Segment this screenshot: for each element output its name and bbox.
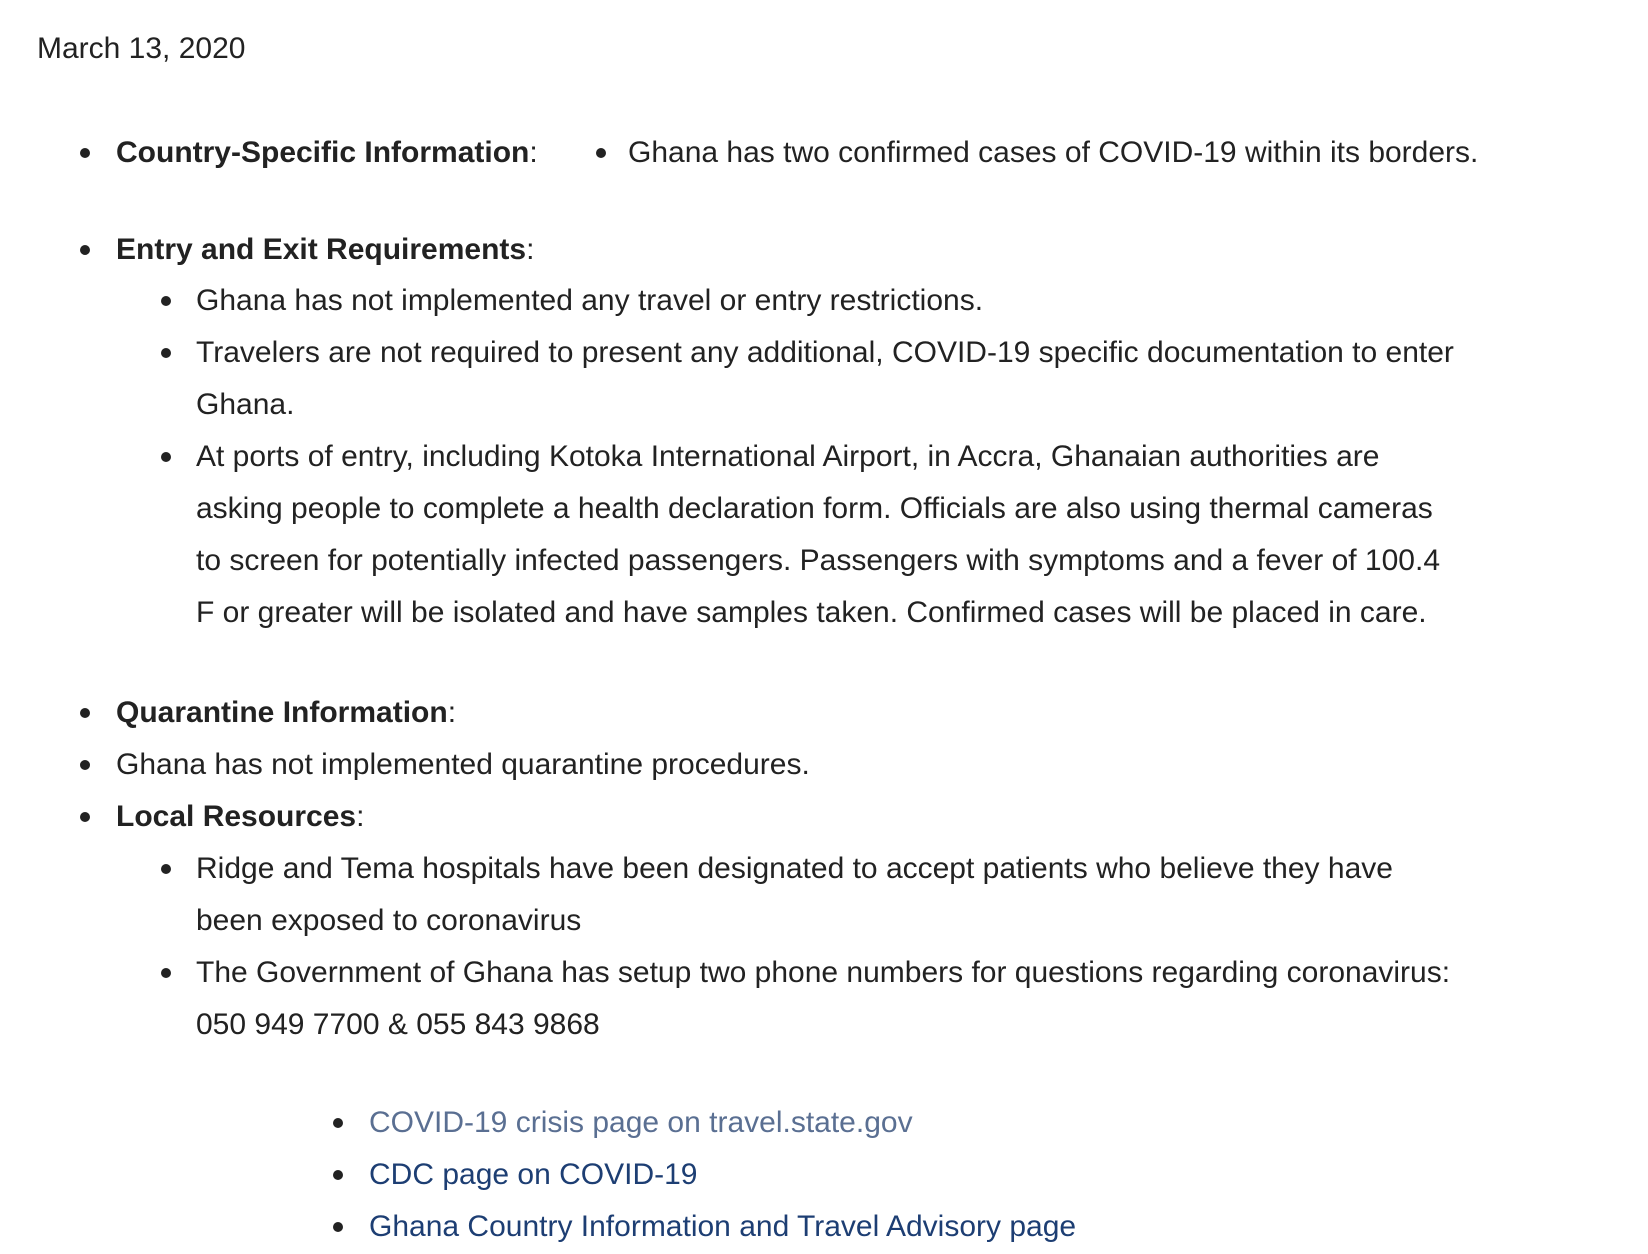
quarantine-item: Ghana has not implemented quarantine procedures.: [116, 748, 810, 781]
phone-numbers: 050 949 7700 & 055 843 9868: [196, 1008, 600, 1041]
entry-item-continuation: F or greater will be isolated and have samples taken. Confirmed cases will be placed in care.: [196, 596, 1427, 629]
local-heading: Local Resources: [116, 800, 357, 833]
quarantine-heading: Quarantine Information: [116, 696, 448, 729]
entry-item-continuation: asking people to complete a health declaration form. Officials are also using thermal cameras: [196, 492, 1433, 525]
bullet-icon: [161, 348, 171, 358]
country-item: Ghana has two confirmed cases of COVID-19 within its borders.: [628, 136, 1479, 169]
bullet-icon: [161, 452, 171, 462]
local-item-continuation: been exposed to coronavirus: [196, 904, 582, 937]
entry-item-continuation: to screen for potentially infected passengers. Passengers with symptoms and a fever of 100.4: [196, 544, 1441, 577]
bullet-icon: [80, 245, 90, 255]
bullet-icon: [333, 1170, 343, 1180]
local-heading-line: [116, 790, 364, 843]
bullet-icon: [80, 812, 90, 822]
bullet-icon: [161, 296, 171, 306]
entry-item: At ports of entry, including Kotoka International Airport, in Accra, Ghanaian authorities are: [196, 440, 1380, 473]
entry-item-continuation: Ghana.: [196, 388, 295, 421]
entry-heading-colon: :: [526, 233, 535, 266]
entry-item: Travelers are not required to present any additional, COVID-19 specific documentation to enter: [196, 336, 1454, 369]
local-item: The Government of Ghana has setup two phone numbers for questions regarding coronavirus:: [196, 956, 1451, 989]
bullet-icon: [80, 760, 90, 770]
quarantine-heading-line: [116, 686, 456, 739]
country-heading-line: [116, 126, 538, 179]
local-heading-colon: :: [356, 800, 365, 833]
entry-heading-line: [116, 223, 534, 276]
local-item: Ridge and Tema hospitals have been designated to accept patients who believe they have: [196, 852, 1393, 885]
country-heading: Country-Specific Information: [116, 136, 530, 169]
quarantine-heading-colon: :: [447, 696, 457, 729]
bullet-icon: [80, 708, 90, 718]
bullet-icon: [80, 148, 90, 158]
bullet-icon: [161, 968, 171, 978]
country-heading-colon: :: [529, 136, 538, 169]
entry-item: Ghana has not implemented any travel or entry restrictions.: [196, 284, 984, 317]
bullet-icon: [333, 1118, 343, 1128]
ghana-travel-advisory-link[interactable]: Ghana Country Information and Travel Advisory page: [369, 1210, 1077, 1243]
bullet-icon: [161, 864, 171, 874]
cdc-covid-link[interactable]: CDC page on COVID-19: [369, 1158, 698, 1191]
bullet-icon: [333, 1222, 343, 1232]
covid-crisis-link[interactable]: COVID-19 crisis page on travel.state.gov: [369, 1106, 913, 1139]
entry-heading: Entry and Exit Requirements: [116, 233, 527, 266]
bullet-icon: [596, 148, 606, 158]
page-date: March 13, 2020: [37, 32, 246, 65]
